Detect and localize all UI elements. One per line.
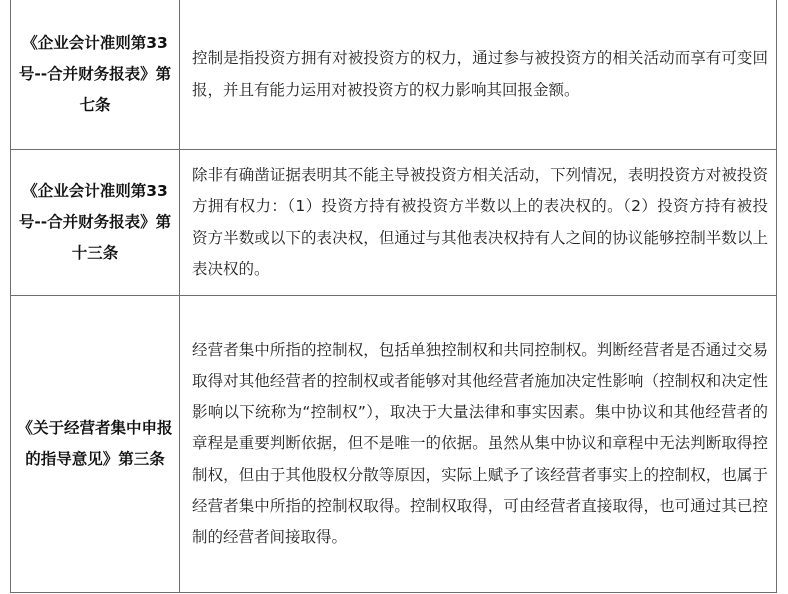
table-row bbox=[11, 150, 777, 296]
content-text: 经营者集中所指的控制权，包括单独控制权和共同控制权。判断经营者是否通过交易取得对其他经营者的控制权或者能够对其他经营者施加决定性影响（控制权和决定性影响以下统称为“控制权”），取决于大量法律和事实因素。集中协议和其他经营者的章程是重要判断依据，但不是唯一的依据。虽然从集中协议和章程中无法判断取得控制权，但由于其他股权分散等原因，实际上赋予了该经营者事实上的控制权，也属于经营者集中所指的控制权取得。控制权取得，可由经营者直接取得，也可通过其已控制的经营者间接取得。 bbox=[192, 340, 768, 546]
content-text: 除非有确凿证据表明其不能主导被投资方相关活动，下列情况，表明投资方对被投资方拥有权力：（1）投资方持有被投资方半数以上的表决权的。（2）投资方持有被投资方半数或以下的表决权，但通过与其他表决权持有人之间的协议能够控制半数以上表决权的。 bbox=[192, 166, 768, 278]
source-title: 《关于经营者集中申报的指导意见》第三条 bbox=[17, 419, 173, 468]
content-cell bbox=[180, 150, 777, 296]
source-title: 《企业会计准则第33号--合并财务报表》第七条 bbox=[18, 34, 172, 114]
source-cell bbox=[11, 0, 180, 150]
table-row bbox=[11, 296, 777, 593]
content-text: 控制是指投资方拥有对被投资方的权力，通过参与被投资方的相关活动而享有可变回报，并且有能力运用对被投资方的权力影响其回报金额。 bbox=[192, 49, 768, 99]
source-cell bbox=[11, 296, 180, 593]
content-cell bbox=[180, 0, 777, 150]
regulation-table bbox=[10, 0, 777, 593]
source-cell bbox=[11, 150, 180, 296]
source-title: 《企业会计准则第33号--合并财务报表》第十三条 bbox=[18, 182, 172, 262]
content-cell bbox=[180, 296, 777, 593]
table-row bbox=[11, 0, 777, 150]
